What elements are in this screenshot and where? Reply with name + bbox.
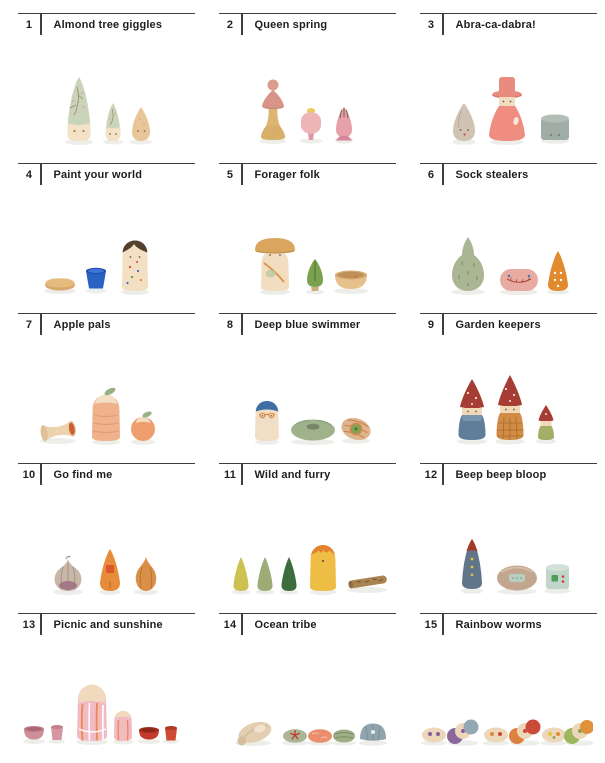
item-photo-beep-beep-bloop [412,501,593,601]
item-photo-ocean-tribe [211,651,392,751]
item-number: 5 [226,169,234,181]
item-number: 2 [226,19,234,31]
item-title: Abra-ca-dabra! [455,19,536,31]
item-photo-garden-keepers [412,351,593,451]
item-photo-sock-stealers [412,201,593,301]
item-title: Ocean tribe [254,619,317,631]
item-header [219,163,396,185]
item-photo-queen-spring [211,51,392,151]
toy-grid [0,13,603,763]
item-photo-apple-pals [10,351,191,451]
catalog-item-7 [0,313,201,463]
item-photo-wild-and-furry [211,501,392,601]
item-photo-forager-folk [211,201,392,301]
item-header [420,163,597,185]
item-number: 15 [424,619,438,631]
item-header [219,463,396,485]
item-title: Paint your world [53,169,143,181]
item-title: Sock stealers [455,169,529,181]
item-number: 3 [427,19,435,31]
item-number: 1 [25,19,33,31]
catalog-item-10 [0,463,201,613]
item-photo-abracadabra [412,51,593,151]
item-photo-paint-your-world [10,201,191,301]
item-header [420,463,597,485]
catalog-item-15 [402,613,603,763]
item-number: 7 [25,319,33,331]
item-photo-rainbow-worms [412,651,593,751]
item-number: 9 [427,319,435,331]
item-photo-picnic-and-sunshine [10,651,191,751]
item-photo-blossom-cones [10,51,191,151]
catalog-item-8 [201,313,402,463]
item-photo-deep-blue-swimmer [211,351,392,451]
item-header [18,313,195,335]
item-number: 13 [22,619,36,631]
catalog-item-14 [201,613,402,763]
item-header [219,313,396,335]
item-header [219,613,396,635]
item-header [420,313,597,335]
item-number: 4 [25,169,33,181]
item-title: Rainbow worms [455,619,542,631]
item-number: 14 [223,619,237,631]
catalog-item-11 [201,463,402,613]
catalog-item-3 [402,13,603,163]
catalog-item-9 [402,313,603,463]
item-title: Deep blue swimmer [254,319,361,331]
item-title: Forager folk [254,169,320,181]
item-photo-go-find-me [10,501,191,601]
catalog-item-4 [0,163,201,313]
item-number: 10 [22,469,36,481]
item-header [18,463,195,485]
catalog-item-2 [201,13,402,163]
catalog-item-1 [0,13,201,163]
item-title: Wild and furry [254,469,331,481]
item-header [18,13,195,35]
item-header [420,13,597,35]
item-header [18,163,195,185]
catalog-item-5 [201,163,402,313]
item-number: 6 [427,169,435,181]
item-title: Almond tree giggles [53,19,163,31]
catalog-item-12 [402,463,603,613]
item-number: 8 [226,319,234,331]
catalog-item-13 [0,613,201,763]
item-title: Go find me [53,469,113,481]
item-number: 11 [223,469,237,481]
catalog-item-6 [402,163,603,313]
item-title: Apple pals [53,319,111,331]
item-number: 12 [424,469,438,481]
item-title: Garden keepers [455,319,541,331]
item-header [219,13,396,35]
item-title: Picnic and sunshine [53,619,163,631]
item-header [420,613,597,635]
item-header [18,613,195,635]
item-title: Queen spring [254,19,328,31]
item-title: Beep beep bloop [455,469,547,481]
